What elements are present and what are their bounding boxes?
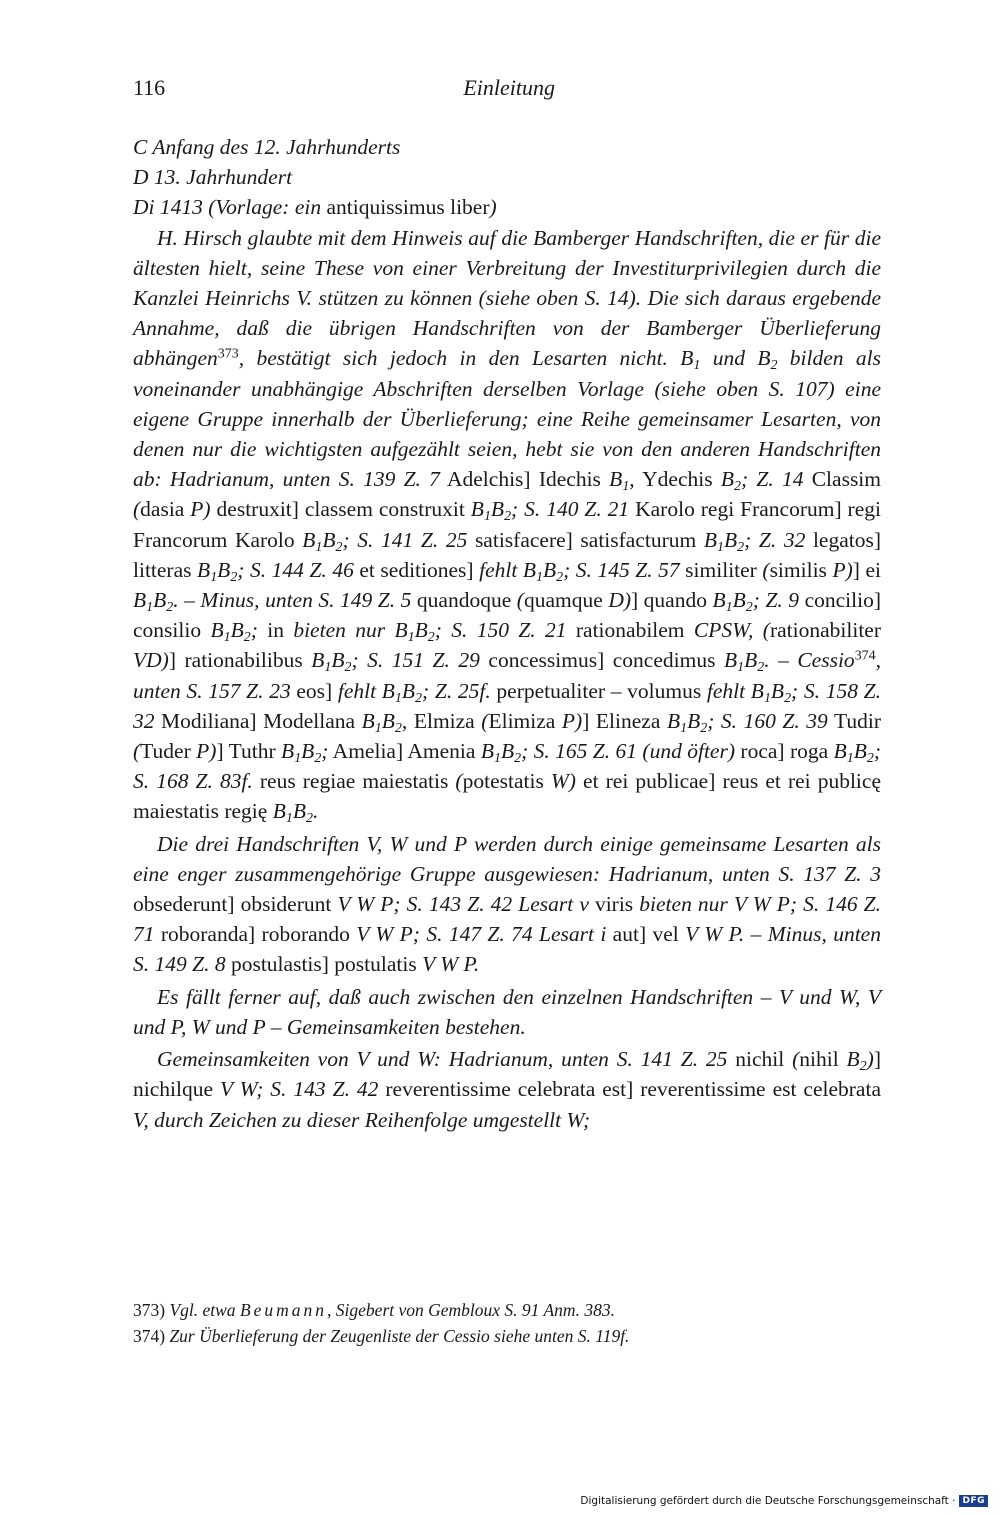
siglum-di: Di 1413 (Vorlage: ein antiquissimus liber) (133, 195, 497, 220)
page-header (133, 72, 555, 104)
digitization-credit (580, 1495, 988, 1507)
footnote-374: 374) Zur Überlieferung der Zeugenliste der Cessio siehe unten S. 119f. (133, 1326, 630, 1346)
siglum-d: D 13. Jahrhundert (133, 165, 293, 190)
footnote-373: 373) Vgl. etwa Beumann, Sigebert von Gembloux S. 91 Anm. 383. (133, 1300, 615, 1320)
body-text (133, 132, 881, 1135)
siglum-c: C Anfang des 12. Jahrhunderts (133, 135, 401, 159)
running-head: Einleitung (463, 75, 555, 100)
paragraph-vwp: Die drei Handschriften V, W und P werden durch einige gemeinsame Lesarten als eine enger zusammengehörige Gruppe ausgewiesen: Hadrianum, unten S. 137 Z. 3 obsederunt] obsiderunt V W P; S. 143 Z. 42 Lesart v viris bieten nur V W P; S. 146 Z. 71 roboranda] roborando V W P; S. 147 Z. 74 Lesart i aut] vel V W P. – Minus, unten S. 149 Z. 8 postulastis] postulatis V W P. (133, 831, 881, 977)
paragraph-hirsch: H. Hirsch glaubte mit dem Hinweis auf die Bamberger Handschriften, die er für die ältesten hielt, seine These von einer Verbreitung der Investiturprivilegien durch die Kanzlei Heinrichs V. stützen zu können (siehe oben S. 14). Die sich daraus ergebende Annahme, daß die übrigen Handschriften von der Bamberger Überlieferung abhängen$^{373}$, bestätigt sich jedoch in den Lesarten nicht. $B_1$ und $B_2$ bilden als voneinander unabhängige Abschriften derselben Vorlage (siehe oben S. 107) eine eigene Gruppe innerhalb der Überlieferung; eine Reihe gemeinsamer Lesarten, von denen nur die wichtigsten aufgezählt seien, hebt sie von den anderen Handschriften ab: Hadrianum, unten S. 139 Z. 7 Adelchis] Idechis $B_1$, Ydechis $B_2$; Z. 14 Classim (dasia P) destruxit] classem construxit $B_1B_2$; S. 140 Z. 21 Karolo regi Francorum] regi Francorum Karolo $B_1B_2$; S. 141 Z. 25 satisfacere] satisfacturum $B_1B_2$; Z. 32 legatos] litteras $B_1B_2$; S. 144 Z. 46 et seditiones] fehlt $B_1B_2$; S. 145 Z. 57 similiter (similis P)] ei $B_1B_2$. – Minus, unten S. 149 Z. 5 quandoque (quamque D)] quando $B_1B_2$; Z. 9 concilio] consilio $B_1B_2$; in bieten nur $B_1B_2$; S. 150 Z. 21 rationabilem CPSW, (rationabiliter VD)] rationabilibus $B_1B_2$; S. 151 Z. 29 concessimus] concedimus $B_1B_2$. – Cessio$^{374}$, unten S. 157 Z. 23 eos] fehlt $B_1B_2$; Z. 25f. perpetualiter – volumus fehlt $B_1B_2$; S. 158 Z. 32 Modiliana] Modellana $B_1B_2$, Elmiza (Elimiza P)] Elineza $B_1B_2$; S. 160 Z. 39 Tudir (Tuder P)] Tuthr $B_1B_2$; Amelia] Amenia $B_1B_2$; S. 165 Z. 61 (und öfter) roca] roga $B_1B_2$; S. 168 Z. 83f. reus regiae maiestatis (potestatis W) et rei publicae] reus et rei publicę maiestatis regię $B_1B_2$. (133, 225, 882, 827)
dfg-logo: DFG (959, 1495, 988, 1507)
paragraph-v-und-w: Gemeinsamkeiten von V und W: Hadrianum, unten S. 141 Z. 25 nichil (nihil $B_2$)] nichilque V W; S. 143 Z. 42 reverentissime celebrata est] reverentissime est celebrata V, durch Zeichen zu dieser Reihenfolge umgestellt W; (133, 1047, 881, 1132)
digitization-credit-text: Digitalisierung gefördert durch die Deutsche Forschungsgemeinschaft · (580, 1495, 956, 1507)
footnotes (133, 1297, 881, 1349)
page-number: 116 (133, 75, 166, 100)
paragraph-gemeinsamkeiten-intro: Es fällt ferner auf, daß auch zwischen den einzelnen Handschriften – V und W, V und P, W und P – Gemeinsamkeiten bestehen. (133, 984, 881, 1039)
